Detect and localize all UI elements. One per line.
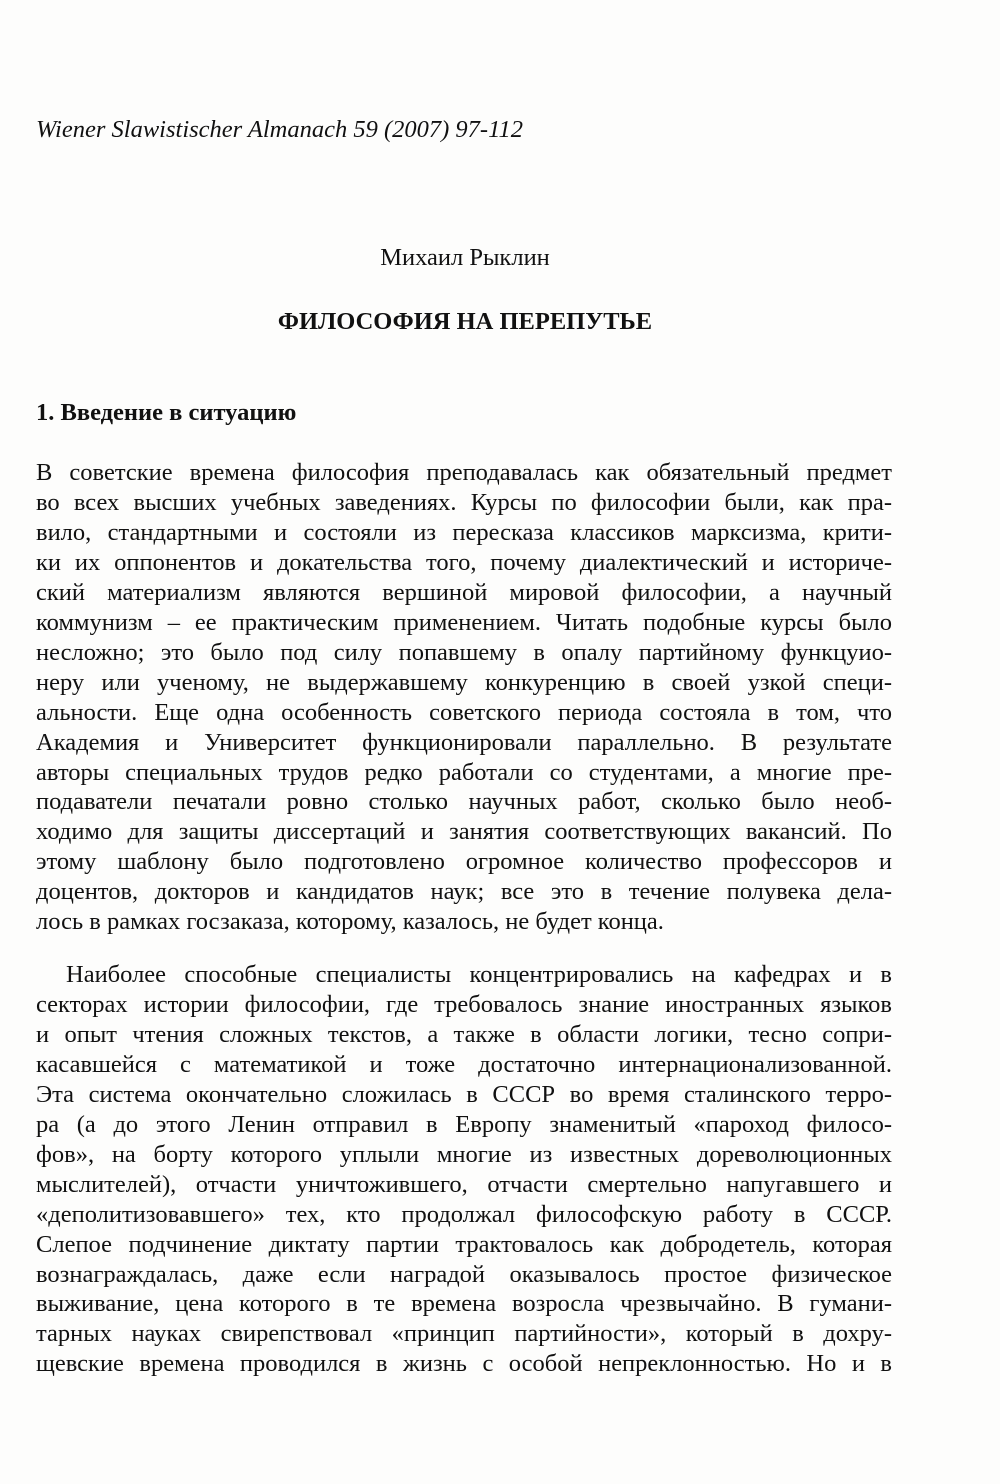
paragraph-1-line: несложно; это было под силу попавшему в опалу партийному функцуио- — [36, 638, 892, 666]
paragraph-1-line: неру или ученому, не выдержавшему конкуренцию в своей узкой специ- — [36, 668, 892, 696]
paragraph-1-line: во всех высших учебных заведениях. Курсы по философии были, как пра- — [36, 488, 892, 516]
paragraph-2-line: секторах истории философии, где требовалось знание иностранных языков — [36, 990, 892, 1018]
paragraph-2-line: Эта система окончательно сложилась в СССР во время сталинского терро- — [36, 1080, 892, 1108]
paragraph-2-line: ра (а до этого Ленин отправил в Европу знаменитый «пароход филосо- — [36, 1110, 892, 1138]
journal-citation: Wiener Slawistischer Almanach 59 (2007) 97-112 — [36, 116, 523, 143]
paragraph-1-line: альности. Еще одна особенность советского периода состояла в том, что — [36, 698, 892, 726]
paragraph-1-line: коммунизм – ее практическим применением. Читать подобные курсы было — [36, 608, 892, 636]
paragraph-1-line: доцентов, докторов и кандидатов наук; все это в течение полувека дела- — [36, 878, 892, 906]
paragraph-1-line: этому шаблону было подготовлено огромное количество профессоров и — [36, 848, 892, 876]
paragraph-1-line: авторы специальных трудов редко работали со студентами, а многие пре- — [36, 758, 892, 786]
paragraph-2-line: и опыт чтения сложных текстов, а также в области логики, тесно сопри- — [36, 1020, 892, 1048]
paragraph-1-line: подаватели печатали ровно столько научных работ, сколько было необ- — [36, 788, 892, 816]
paragraph-2-line: щевские времена проводился в жизнь с особой непреклонностью. Но и в — [36, 1350, 892, 1378]
paragraph-1-line: вило, стандартными и состояли из пересказа классиков марксизма, крити- — [36, 518, 892, 546]
paragraph-1-line: ский материализм являются вершиной мировой философии, а научный — [36, 578, 892, 606]
paragraph-2-line: «деполитизовавшего» тех, кто продолжал философскую работу в СССР. — [36, 1200, 892, 1228]
paragraph-2-line: выживание, цена которого в те времена возросла чрезвычайно. В гумани- — [36, 1290, 892, 1318]
paragraph-1-line: ки их оппонентов и докательства того, почему диалектический и историче- — [36, 548, 892, 576]
paragraph-2-line: фов», на борту которого уплыли многие из известных дореволюционных — [36, 1140, 892, 1168]
paragraph-2-line: Слепое подчинение диктату партии трактовалось как добродетель, которая — [36, 1230, 892, 1258]
article-title: ФИЛОСОФИЯ НА ПЕРЕПУТЬЕ — [277, 308, 653, 335]
paragraph-2-line: касавшейся с математикой и тоже достаточно интернационализованной. — [36, 1050, 892, 1078]
paragraph-1-line: ходимо для защиты диссертаций и занятия соответствующих вакансий. По — [36, 818, 892, 846]
paragraph-1-line: В советские времена философия преподавалась как обязательный предмет — [36, 459, 892, 486]
author-name: Михаил Рыклин — [380, 244, 550, 271]
paragraph-2-line: вознаграждалась, даже если наградой оказывалось простое физическое — [36, 1260, 892, 1288]
paragraph-2-line: тарных науках свирепствовал «принцип партийности», который в дохру- — [36, 1320, 892, 1348]
paragraph-2-line: Наиболее способные специалисты концентрировались на кафедрах и в — [66, 961, 892, 988]
section-heading: 1. Введение в ситуацию — [36, 399, 297, 426]
paragraph-1-line: лось в рамках госзаказа, которому, казалось, не будет конца. — [36, 908, 664, 936]
paragraph-2-line: мыслителей), отчасти уничтожившего, отчасти смертельно напугавшего и — [36, 1170, 892, 1198]
paragraph-1-line: Академия и Университет функционировали параллельно. В результате — [36, 728, 892, 756]
